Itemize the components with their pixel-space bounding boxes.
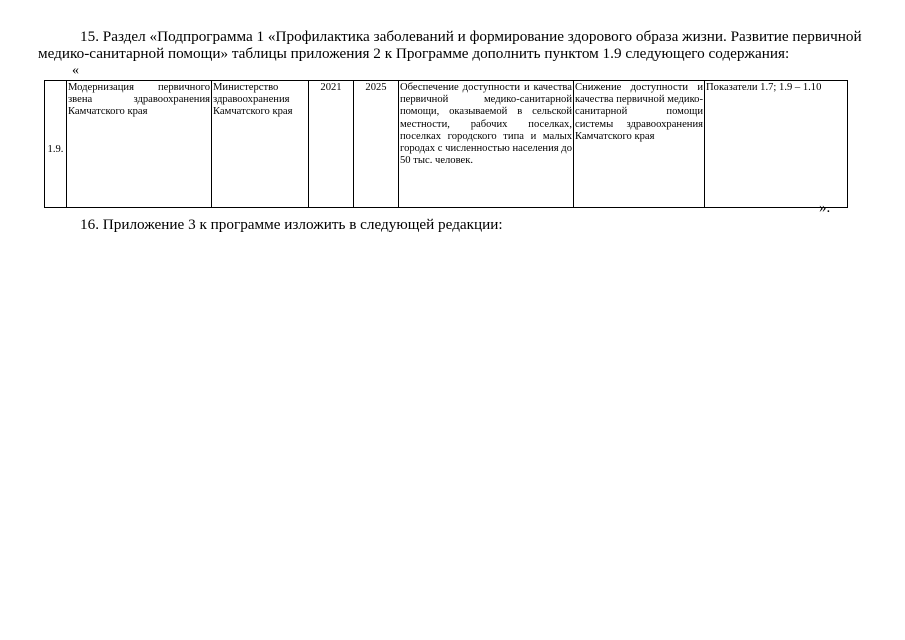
consequence-cell: Снижение доступности и качества первичной медико-санитарной помощи системы здравоохранения Камчатского края <box>574 81 705 208</box>
table-row <box>45 81 848 208</box>
event-name-cell: Модернизация первичного звена здравоохранения Камчатского края <box>67 81 212 208</box>
paragraph-16: 16. Приложение 3 к программе изложить в следующей редакции: <box>80 216 503 233</box>
amendment-table <box>44 80 848 208</box>
row-number-cell: 1.9. <box>45 81 67 208</box>
closing-quote: ». <box>819 200 831 216</box>
opening-quote: « <box>72 63 79 78</box>
expected-result-cell: Обеспечение доступности и качества первичной медико-санитарной помощи, оказываемой в сельской местности, рабочих поселках, поселках городского типа и малых городах с численностью населения до 50 тыс. человек. <box>399 81 574 208</box>
end-year-cell: 2025 <box>354 81 399 208</box>
paragraph-15: 15. Раздел «Подпрограмма 1 «Профилактика заболеваний и формирование здорового образа жизни. Развитие первичной медико-санитарной помощи» таблицы приложения 2 к Программе дополнить пунктом 1.9 следующего содержания: <box>38 28 862 62</box>
start-year-cell: 2021 <box>309 81 354 208</box>
indicators-cell: Показатели 1.7; 1.9 – 1.10 <box>705 81 848 208</box>
executor-cell: Министерство здравоохранения Камчатского края <box>212 81 309 208</box>
